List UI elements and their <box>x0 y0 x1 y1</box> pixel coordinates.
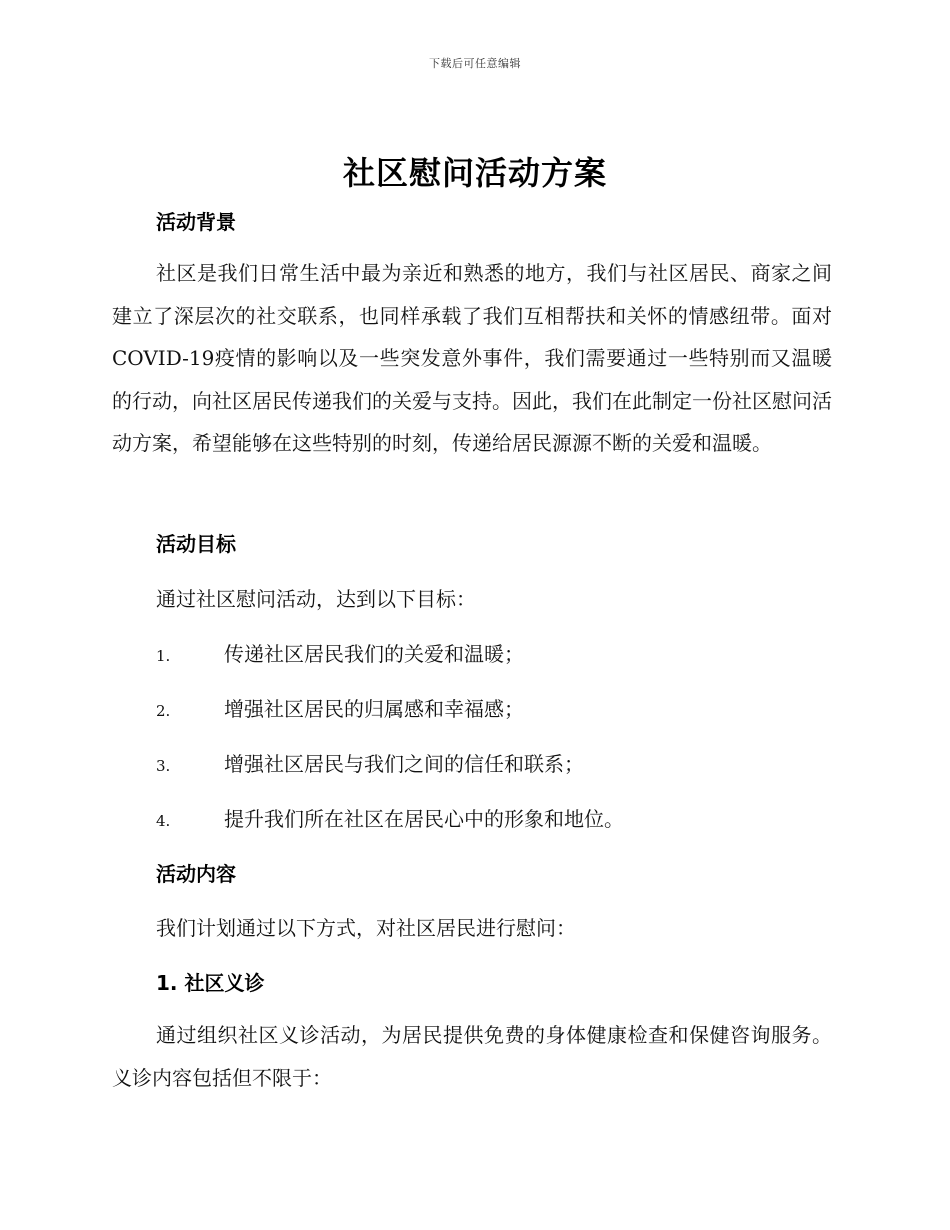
list-item <box>112 748 876 777</box>
list-item-text: 传递社区居民我们的关爱和温暖； <box>224 642 524 666</box>
goals-intro: 通过社区慰问活动，达到以下目标： <box>156 587 476 611</box>
list-item-text: 增强社区居民与我们之间的信任和联系； <box>224 752 584 776</box>
community-clinic-paragraph: 通过组织社区义诊活动，为居民提供免费的身体健康检查和保健咨询服务。义诊内容包括但不限于： <box>112 1023 832 1090</box>
list-item-number: 3. <box>156 757 171 775</box>
content-intro: 我们计划通过以下方式，对社区居民进行慰问： <box>156 916 576 940</box>
section-heading-goals: 活动目标 <box>156 532 236 556</box>
list-item-number: 2. <box>156 702 171 720</box>
list-item <box>112 638 876 667</box>
list-item-number: 1. <box>156 647 171 665</box>
list-item-text: 提升我们所在社区在居民心中的形象和地位。 <box>224 807 624 831</box>
list-item-number: 4. <box>156 812 171 830</box>
list-item-text: 增强社区居民的归属感和幸福感； <box>224 697 524 721</box>
header-note: 下载后可任意编辑 <box>429 57 521 70</box>
page-title: 社区慰问活动方案 <box>342 154 607 192</box>
subsection-heading-community-clinic: 1. 社区义诊 <box>156 971 265 995</box>
section-heading-background: 活动背景 <box>156 210 236 234</box>
list-item <box>112 693 876 722</box>
list-item <box>112 803 876 832</box>
section-heading-content: 活动内容 <box>156 862 236 886</box>
background-paragraph: 社区是我们日常生活中最为亲近和熟悉的地方，我们与社区居民、商家之间建立了深层次的社交联系，也同样承载了我们互相帮扶和关怀的情感纽带。面对COVID-19疫情的影响以及一些突发意外事件，我们需要通过一些特别而又温暖的行动，向社区居民传递我们的关爱与支持。因此，我们在此制定一份社区慰问活动方案，希望能够在这些特别的时刻，传递给居民源源不断的关爱和温暖。 <box>112 261 832 455</box>
